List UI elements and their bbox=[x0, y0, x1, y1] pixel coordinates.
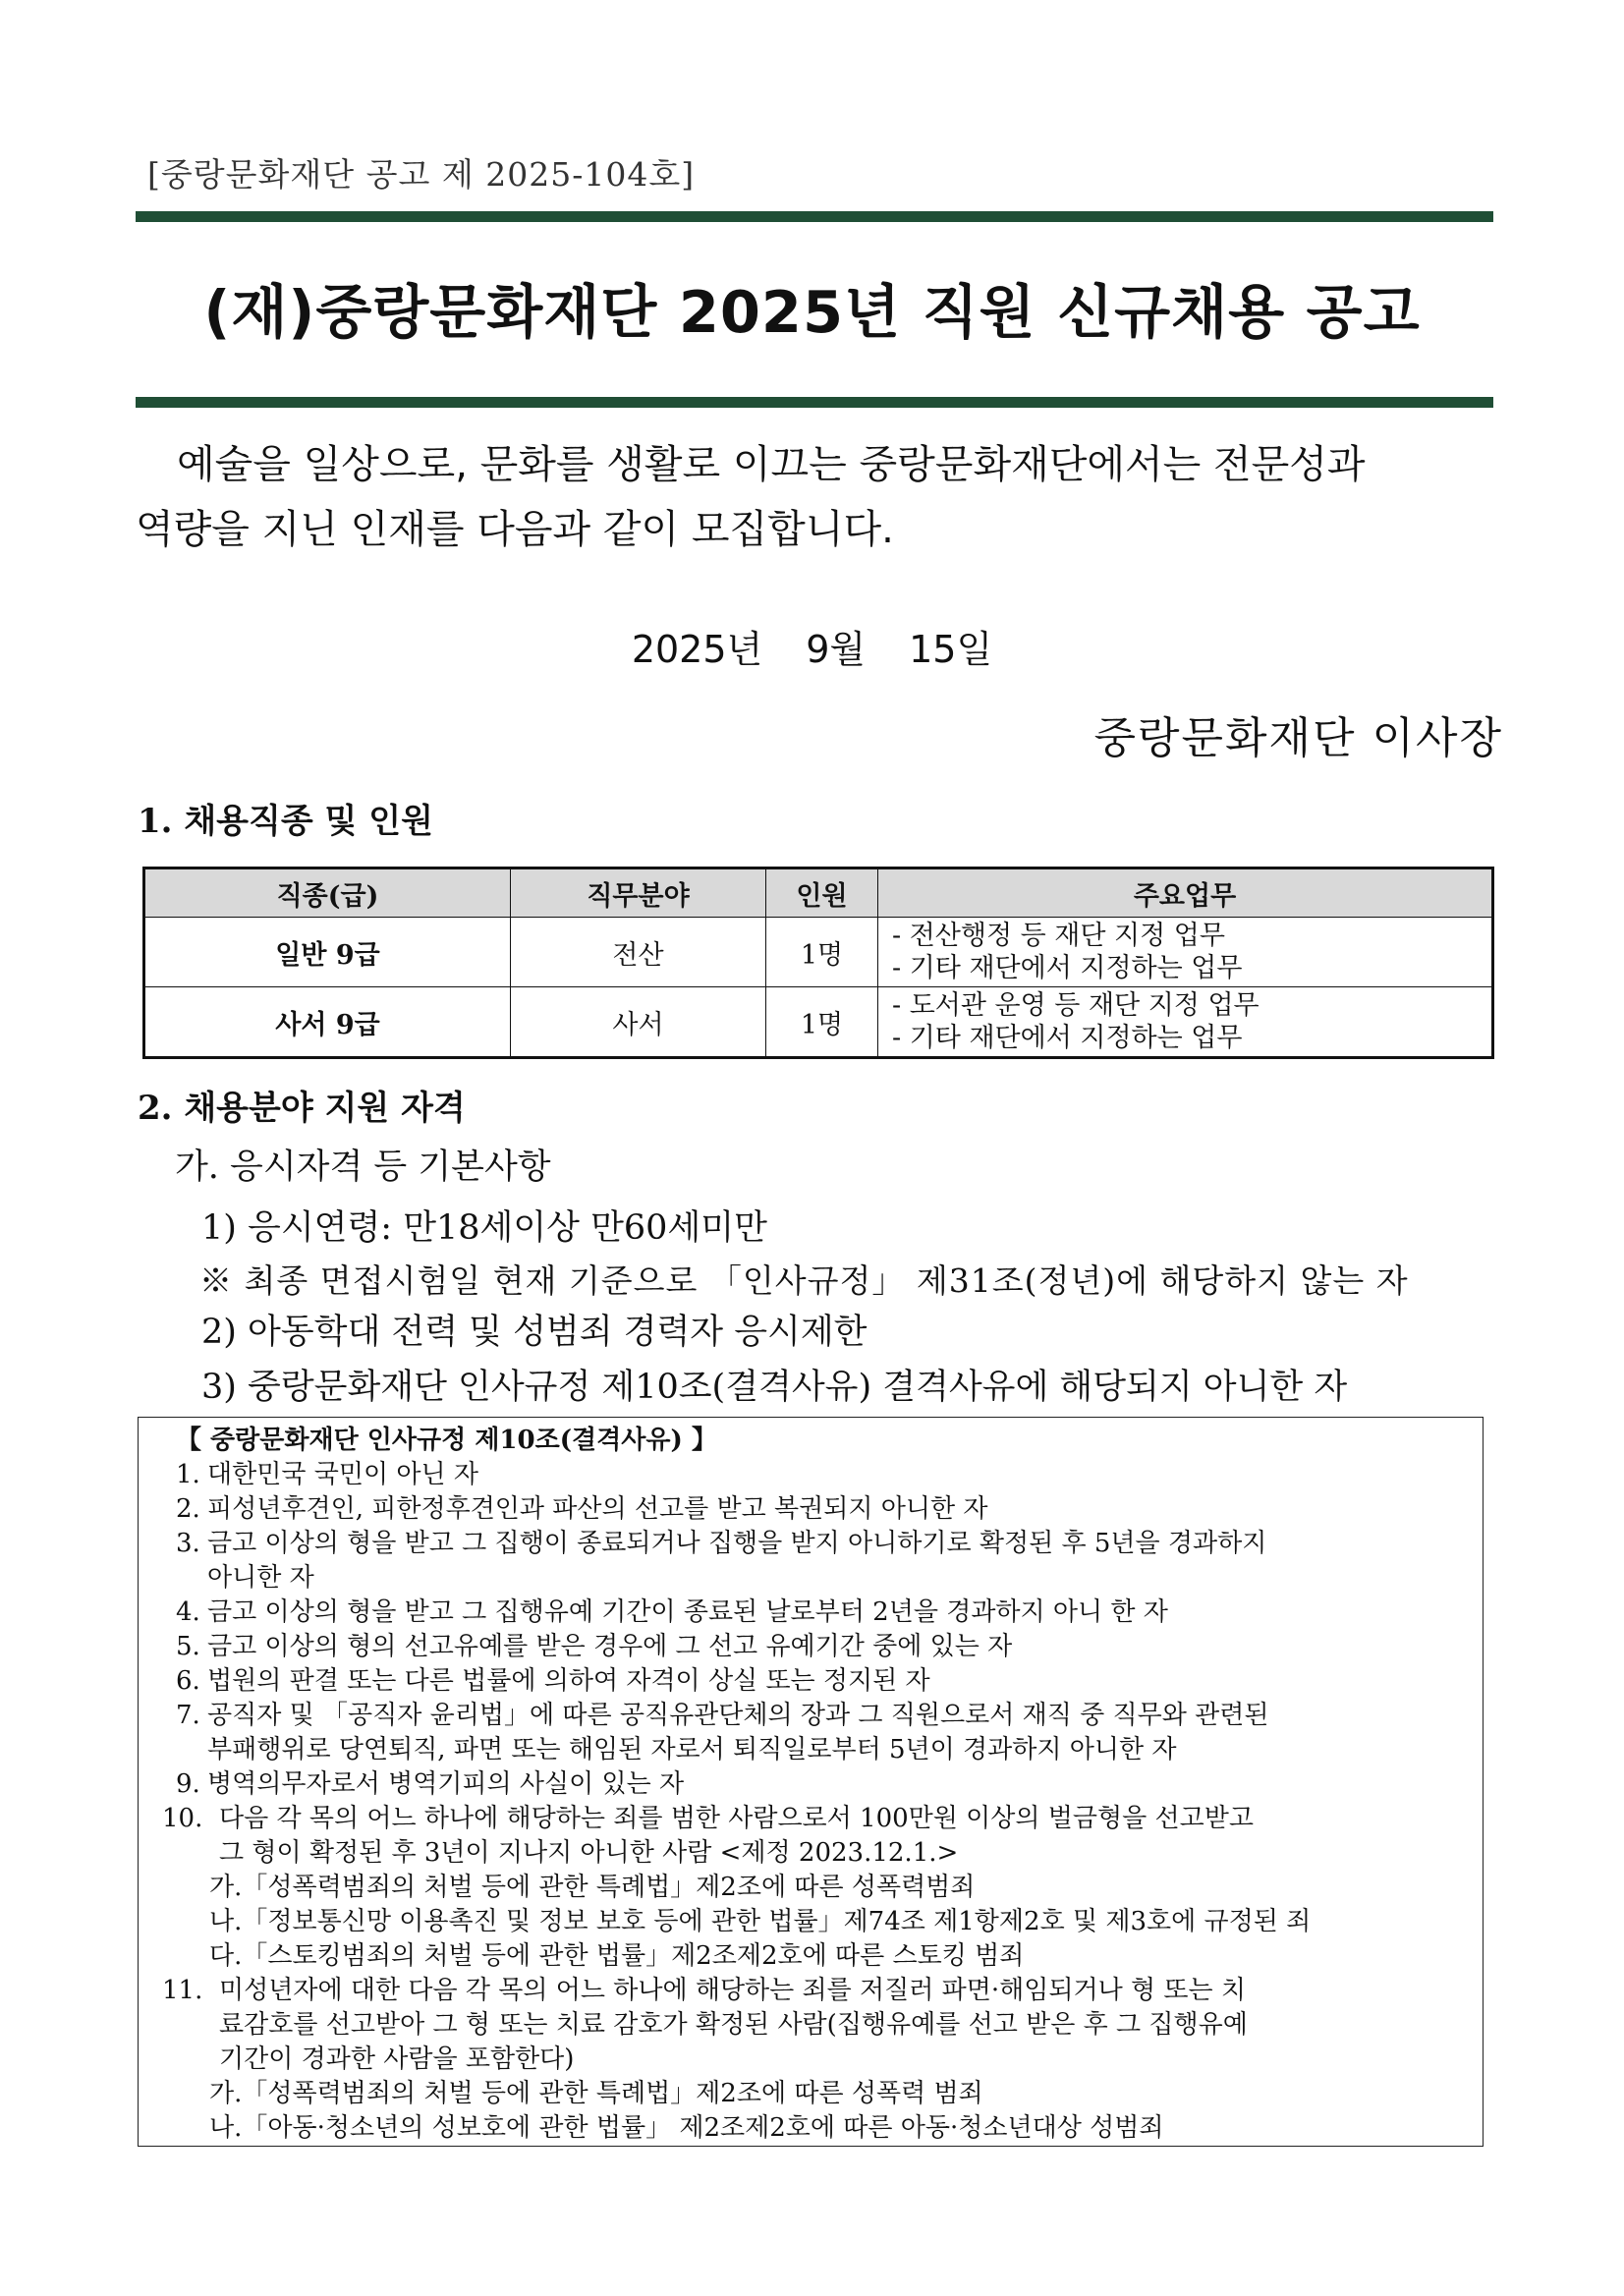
item-text: 공직자 및 「공직자 윤리법」에 따른 공직유관단체의 장과 그 직원으로서 재직 중 직무와 관련된 bbox=[207, 1701, 1269, 1730]
qualification-age: 1) 응시연령: 만18세이상 만60세미만 bbox=[201, 1208, 767, 1248]
list-item bbox=[162, 1974, 1311, 2077]
table-header-row bbox=[144, 868, 1493, 918]
list-item bbox=[176, 1527, 1311, 1596]
signer: 중랑문화재단 이사장 bbox=[1093, 713, 1503, 763]
item-text: 료감호를 선고받아 그 형 또는 치료 감호가 확정된 사람(집행유예를 선고 받은 후 그 집행유예 bbox=[219, 2010, 1248, 2040]
title-rule-bottom bbox=[136, 397, 1493, 408]
cell-field: 전산 bbox=[511, 918, 766, 987]
notice-number: [중랑문화재단 공고 제 2025-104호] bbox=[147, 155, 696, 194]
subsection-ga: 가. 응시자격 등 기본사항 bbox=[175, 1148, 551, 1187]
header-grade: 직종(급) bbox=[144, 868, 511, 918]
qualification-note: ※ 최종 면접시험일 현재 기준으로 「인사규정」 제31조(정년)에 해당하지 않는 자 bbox=[199, 1261, 1409, 1300]
regulation-box bbox=[138, 1417, 1484, 2147]
cell-grade: 사서 9급 bbox=[144, 987, 511, 1058]
item-text: 법원의 판결 또는 다른 법률에 의하여 자격이 상실 또는 정지된 자 bbox=[207, 1666, 930, 1696]
sub-item: 가.「성폭력범죄의 처벌 등에 관한 특례법」제2조에 따른 성폭력 범죄 bbox=[209, 2079, 983, 2108]
item-number: 3. bbox=[176, 1529, 200, 1558]
item-text: 금고 이상의 형의 선고유예를 받은 경우에 그 선고 유예기간 중에 있는 자 bbox=[207, 1632, 1013, 1661]
item-number: 4. bbox=[176, 1597, 200, 1627]
page-title: (재)중랑문화재단 2025년 직원 신규채용 공고 bbox=[203, 278, 1421, 346]
duty-line: - 기타 재단에서 지정하는 업무 bbox=[892, 953, 1243, 983]
announcement-date bbox=[0, 619, 1624, 673]
sub-item: 나.「정보통신망 이용촉진 및 정보 보호 등에 관한 법률」제74조 제1항제2호 및 제3호에 규정된 죄 bbox=[209, 1907, 1312, 1936]
date-year: 2025년 bbox=[631, 628, 763, 671]
list-item bbox=[176, 1596, 1311, 1630]
cell-count: 1명 bbox=[766, 918, 878, 987]
duty-line: - 전산행정 등 재단 지정 업무 bbox=[892, 921, 1225, 951]
title-rule-top bbox=[136, 211, 1493, 222]
section-2-title: 2. 채용분야 지원 자격 bbox=[138, 1089, 466, 1128]
item-text: 피성년후견인, 피한정후견인과 파산의 선고를 받고 복권되지 아니한 자 bbox=[207, 1494, 988, 1524]
recruitment-table bbox=[142, 867, 1494, 1059]
item-text: 아니한 자 bbox=[207, 1563, 314, 1593]
item-number: 7. bbox=[176, 1701, 200, 1730]
list-item bbox=[176, 1664, 1311, 1699]
duty-line: - 기타 재단에서 지정하는 업무 bbox=[892, 1023, 1243, 1053]
item-number: 5. bbox=[176, 1632, 200, 1661]
item-text: 병역의무자로서 병역기피의 사실이 있는 자 bbox=[207, 1769, 685, 1799]
list-item bbox=[176, 1458, 1311, 1492]
list-item bbox=[176, 1699, 1311, 1767]
item-text: 그 형이 확정된 후 3년이 지나지 아니한 사람 <제정 2023.12.1.> bbox=[219, 1838, 959, 1868]
list-item bbox=[176, 1492, 1311, 1527]
duty-line: - 도서관 운영 등 재단 지정 업무 bbox=[892, 990, 1260, 1021]
section-1-title: 1. 채용직종 및 인원 bbox=[138, 802, 433, 841]
list-item bbox=[176, 1767, 1311, 1802]
item-text: 기간이 경과한 사람을 포함한다) bbox=[219, 2044, 575, 2074]
sub-item: 가.「성폭력범죄의 처벌 등에 관한 특례법」제2조에 따른 성폭력범죄 bbox=[209, 1873, 976, 1902]
cell-duties bbox=[878, 987, 1493, 1058]
header-field: 직무분야 bbox=[511, 868, 766, 918]
qualification-disqualification: 3) 중랑문화재단 인사규정 제10조(결격사유) 결격사유에 해당되지 아니한 자 bbox=[201, 1368, 1348, 1407]
date-month: 9월 bbox=[806, 628, 867, 671]
item-number: 11. bbox=[162, 1976, 203, 2005]
sub-item: 다.「스토킹범죄의 처벌 등에 관한 법률」제2조제2호에 따른 스토킹 범죄 bbox=[209, 1941, 1025, 1971]
cell-grade: 일반 9급 bbox=[144, 918, 511, 987]
list-item bbox=[162, 1802, 1311, 1871]
item-text: 부패행위로 당연퇴직, 파면 또는 해임된 자로서 퇴직일로부터 5년이 경과하지 아니한 자 bbox=[207, 1735, 1177, 1764]
header-duties: 주요업무 bbox=[878, 868, 1493, 918]
item-number: 9. bbox=[176, 1769, 200, 1799]
item-number: 6. bbox=[176, 1666, 200, 1696]
intro-line-1: 예술을 일상으로, 문화를 생활로 이끄는 중랑문화재단에서는 전문성과 bbox=[177, 442, 1366, 487]
intro-line-2: 역량을 지닌 인재를 다음과 같이 모집합니다. bbox=[136, 507, 894, 552]
qualification-restriction: 2) 아동학대 전력 및 성범죄 경력자 응시제한 bbox=[201, 1313, 868, 1352]
list-item bbox=[176, 1630, 1311, 1664]
item-number: 1. bbox=[176, 1460, 200, 1489]
table-row bbox=[144, 918, 1493, 987]
item-text: 금고 이상의 형을 받고 그 집행이 종료되거나 집행을 받지 아니하기로 확정된 후 5년을 경과하지 bbox=[207, 1529, 1267, 1558]
item-text: 대한민국 국민이 아닌 자 bbox=[207, 1460, 478, 1489]
item-text: 미성년자에 대한 다음 각 목의 어느 하나에 해당하는 죄를 저질러 파면·해임되거나 형 또는 치 bbox=[219, 1976, 1246, 2005]
item-text: 금고 이상의 형을 받고 그 집행유예 기간이 종료된 날로부터 2년을 경과하지 아니 한 자 bbox=[207, 1597, 1168, 1627]
table-row bbox=[144, 987, 1493, 1058]
sub-item: 나.「아동·청소년의 성보호에 관한 법률」 제2조제2호에 따른 아동·청소년대상 성범죄 bbox=[209, 2113, 1164, 2143]
intro-paragraph bbox=[136, 432, 1501, 562]
date-day: 15일 bbox=[909, 628, 993, 671]
regulation-title: 【 중랑문화재단 인사규정 제10조(결격사유) 】 bbox=[176, 1426, 717, 1455]
item-text: 다음 각 목의 어느 하나에 해당하는 죄를 범한 사람으로서 100만원 이상의 벌금형을 선고받고 bbox=[219, 1804, 1254, 1833]
cell-duties bbox=[878, 918, 1493, 987]
cell-field: 사서 bbox=[511, 987, 766, 1058]
cell-count: 1명 bbox=[766, 987, 878, 1058]
item-number: 2. bbox=[176, 1494, 200, 1524]
header-count: 인원 bbox=[766, 868, 878, 918]
item-number: 10. bbox=[162, 1804, 203, 1833]
